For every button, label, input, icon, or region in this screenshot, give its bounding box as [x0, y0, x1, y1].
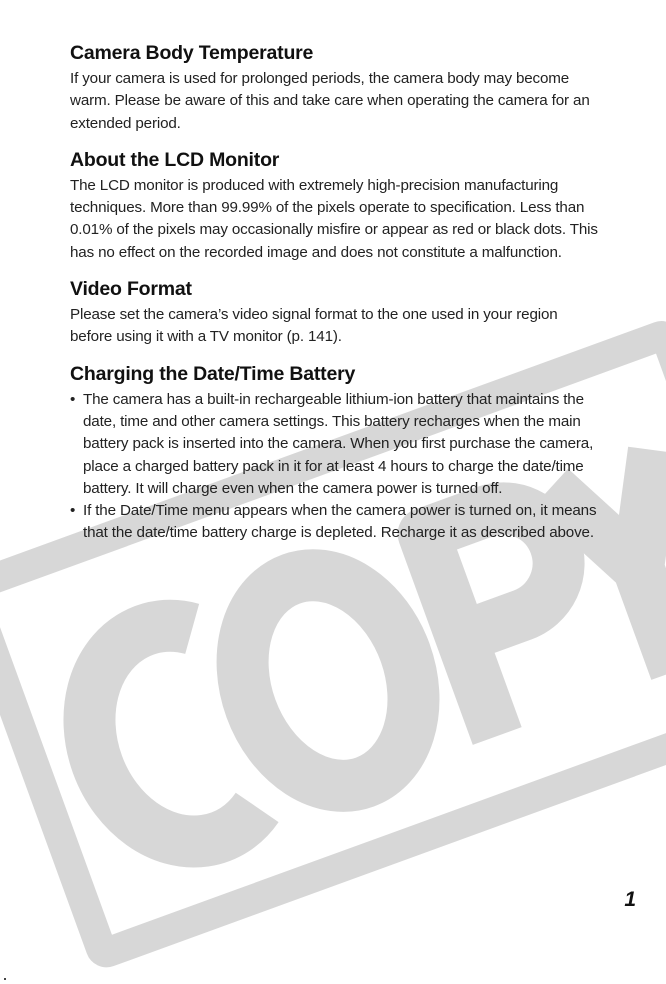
section-about-lcd-monitor — [70, 147, 598, 264]
list-item — [70, 500, 598, 545]
bullet-icon: • — [70, 390, 76, 408]
page-content — [70, 40, 598, 557]
section-body: Please set the camera’s video signal format to the one used in your region before using it with a TV monitor (p. 141). — [70, 306, 558, 346]
list-item-text: The camera has a built-in rechargeable lithium-ion battery that maintains the date, time and other camera settings. This battery recharges when the main battery pack is inserted into the camera. When you first purchase the camera, place a charged battery pack in it for at least 4 hours to charge the date/time battery. It will charge even when the camera power is turned off. — [83, 390, 594, 497]
bullet-list — [70, 389, 598, 545]
list-item-text: If the Date/Time menu appears when the camera power is turned on, it means that the date/time battery charge is depleted. Recharge it as described above. — [83, 502, 597, 542]
section-video-format — [70, 276, 598, 349]
section-heading: Camera Body Temperature — [70, 42, 314, 64]
list-item — [70, 389, 598, 500]
watermark-letter-c — [60, 615, 262, 868]
section-camera-body-temperature — [70, 40, 598, 135]
page-number: 1 — [624, 888, 636, 911]
section-body: The LCD monitor is produced with extremely high-precision manufacturing techniques. More than 99.99% of the pixels operate to specification. Less than 0.01% of the pixels may occasionally misfire or appear as red or black dots. This has no effect on the recorded image and does not constitute a malfunction. — [70, 176, 598, 261]
section-body: If your camera is used for prolonged periods, the camera body may become warm. Please be aware of this and take care when operating the camera for an extended period. — [70, 70, 590, 132]
section-heading: About the LCD Monitor — [70, 148, 280, 171]
section-heading: Charging the Date/Time Battery — [70, 362, 356, 385]
corner-mark — [4, 978, 6, 980]
section-date-time-battery — [70, 361, 598, 545]
watermark-letter-o — [214, 551, 442, 810]
section-heading: Video Format — [70, 278, 192, 301]
bullet-icon: • — [70, 502, 76, 520]
